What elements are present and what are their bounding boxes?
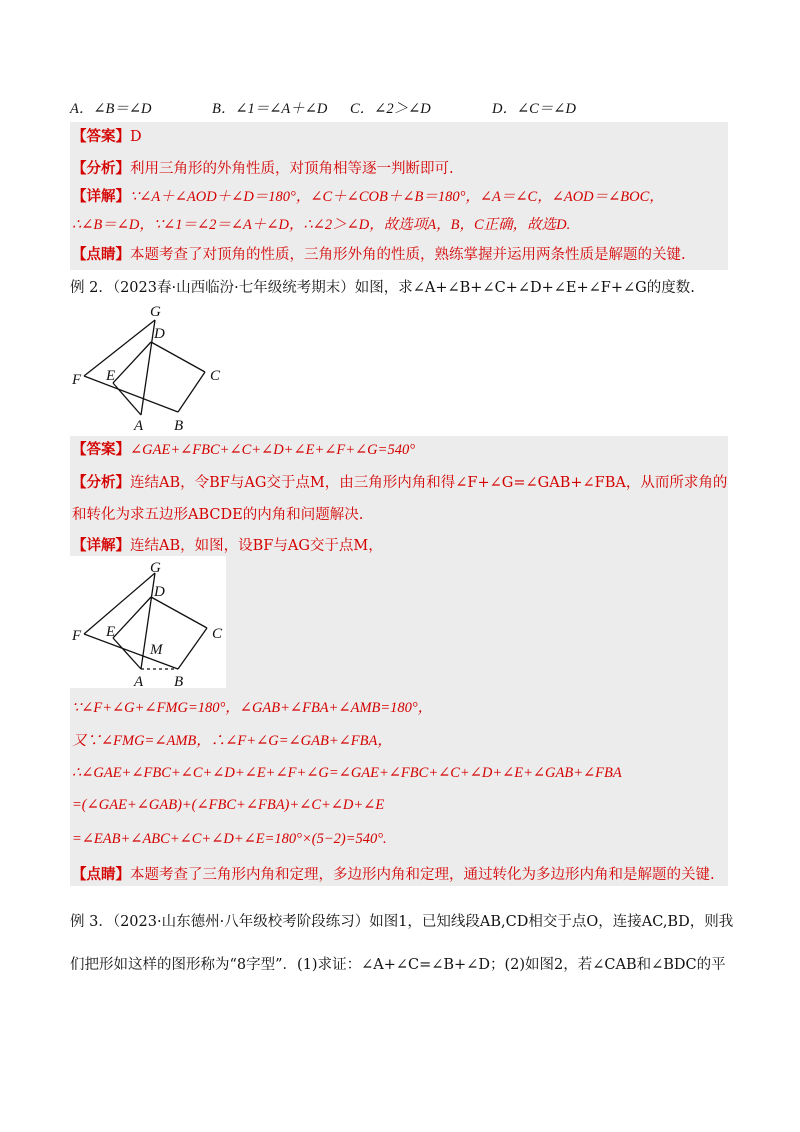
ex2-analysis xyxy=(72,473,727,493)
label-a: A xyxy=(134,674,144,688)
option-b: B．∠1＝∠A＋∠D xyxy=(212,101,328,117)
label-g: G xyxy=(150,560,161,576)
label-f: F xyxy=(72,372,82,388)
ex1-comment xyxy=(72,245,686,265)
option-c: C．∠2＞∠D xyxy=(350,101,431,117)
answer-tag: 【答案】 xyxy=(72,128,130,145)
label-e: E xyxy=(106,624,116,640)
label-d: D xyxy=(154,584,165,600)
label-e: E xyxy=(106,368,116,384)
comment-tag: 【点睛】 xyxy=(72,246,130,263)
ex3-line-1: 例 3．（2023·山东德州·八年级校考阶段练习）如图1，已知线段AB,CD相交于点O，连接AC,BD，则我 xyxy=(70,914,734,930)
label-m: M xyxy=(150,642,163,658)
ex1-analysis xyxy=(72,159,454,179)
label-g: G xyxy=(150,304,161,320)
answer-text: D xyxy=(130,129,142,145)
ex2-analysis-line-2: 和转化为求五边形ABCDE的内角和问题解决. xyxy=(72,507,364,523)
label-c: C xyxy=(210,368,221,384)
detail-tag: 【详解】 xyxy=(72,537,130,554)
ex2-figure-2 xyxy=(70,556,226,688)
ex1-answer xyxy=(72,127,142,147)
detail-text: 连结AB，如图，设BF与AG交于点M， xyxy=(130,538,383,554)
ex2-step-1: ∵∠F+∠G+∠FMG=180°，∠GAB+∠FBA+∠AMB=180°， xyxy=(72,700,433,716)
ex2-step-3: ∴∠GAE+∠FBC+∠C+∠D+∠E+∠F+∠G=∠GAE+∠FBC+∠C+∠D+∠E+∠GAB+∠FBA xyxy=(72,765,622,781)
answer-tag: 【答案】 xyxy=(72,441,130,458)
ex3-line-2: 们把形如这样的图形称为“8字型”．(1)求证：∠A+∠C=∠B+∠D；(2)如图2，若∠CAB和∠BDC的平 xyxy=(70,957,726,973)
label-c: C xyxy=(212,626,223,642)
comment-text: 本题考查了三角形内角和定理，多边形内角和定理，通过转化为多边形内角和是解题的关键. xyxy=(130,867,715,883)
ex2-step-5: =∠EAB+∠ABC+∠C+∠D+∠E=180°×(5−2)=540°. xyxy=(72,831,387,847)
label-a: A xyxy=(134,418,144,432)
option-a: A．∠B＝∠D xyxy=(70,101,152,117)
analysis-text: 利用三角形的外角性质，对顶角相等逐一判断即可. xyxy=(130,161,454,177)
ex1-detail xyxy=(72,187,664,207)
analysis-line-1: 连结AB，令BF与AG交于点M，由三角形内角和得∠F+∠G=∠GAB+∠FBA，从而所求角的 xyxy=(130,475,728,491)
ex1-detail-line-2: ∴∠B＝∠D，∵∠1＝∠2＝∠A＋∠D，∴∠2＞∠D，故选项A，B，C正确，故选D. xyxy=(72,217,571,233)
label-f: F xyxy=(72,628,82,644)
ex2-step-2: 又∵∠FMG=∠AMB，∴∠F+∠G=∠GAB+∠FBA， xyxy=(72,733,392,749)
answer-text: ∠GAE+∠FBC+∠C+∠D+∠E+∠F+∠G=540° xyxy=(130,442,415,458)
detail-tag: 【详解】 xyxy=(72,188,130,205)
analysis-tag: 【分析】 xyxy=(72,160,130,177)
option-d: D．∠C＝∠D xyxy=(492,101,576,117)
ex2-step-4: =(∠GAE+∠GAB)+(∠FBC+∠FBA)+∠C+∠D+∠E xyxy=(72,797,385,813)
ex2-title: 例 2．（2023春·山西临汾·七年级统考期末）如图，求∠A+∠B+∠C+∠D+∠E+∠F+∠G的度数. xyxy=(70,280,695,296)
label-d: D xyxy=(154,326,165,342)
ex2-detail xyxy=(72,536,383,556)
label-b: B xyxy=(174,418,184,432)
ex2-comment xyxy=(72,865,715,885)
analysis-tag: 【分析】 xyxy=(72,474,130,491)
ex2-answer xyxy=(72,440,415,460)
detail-line-1: ∵∠A＋∠AOD＋∠D＝180°，∠C＋∠COB＋∠B＝180°，∠A＝∠C，∠AOD＝∠BOC， xyxy=(130,189,664,205)
label-b: B xyxy=(174,674,184,688)
ex2-figure-1 xyxy=(70,300,230,432)
comment-tag: 【点睛】 xyxy=(72,866,130,883)
comment-text: 本题考查了对顶角的性质，三角形外角的性质，熟练掌握并运用两条性质是解题的关键. xyxy=(130,247,686,263)
